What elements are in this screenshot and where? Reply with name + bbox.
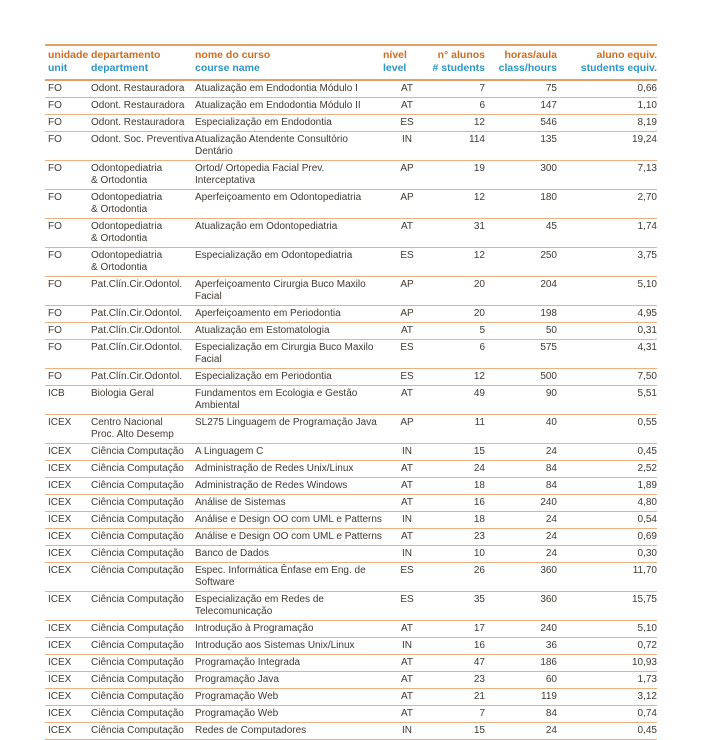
header-horas-aula: horas/aula xyxy=(485,45,557,62)
table-row xyxy=(45,98,657,115)
cell-department: Ciência Computação xyxy=(91,723,195,740)
cell-department: Ciência Computação xyxy=(91,638,195,655)
table-row xyxy=(45,672,657,689)
cell-equiv: 3,75 xyxy=(557,248,657,277)
cell-level: ES xyxy=(383,340,431,369)
cell-hours: 36 xyxy=(485,638,557,655)
table-body xyxy=(45,80,657,740)
cell-level: IN xyxy=(383,444,431,461)
cell-equiv: 0,45 xyxy=(557,723,657,740)
cell-department: Pat.Clín.Cir.Odontol. xyxy=(91,323,195,340)
cell-hours: 204 xyxy=(485,277,557,306)
cell-equiv: 4,31 xyxy=(557,340,657,369)
table-row xyxy=(45,621,657,638)
cell-unit: ICEX xyxy=(45,689,91,706)
table-row xyxy=(45,689,657,706)
table-row xyxy=(45,495,657,512)
cell-hours: 360 xyxy=(485,592,557,621)
table-row xyxy=(45,723,657,740)
cell-level: AT xyxy=(383,98,431,115)
cell-hours: 84 xyxy=(485,706,557,723)
cell-hours: 240 xyxy=(485,495,557,512)
cell-level: IN xyxy=(383,132,431,161)
course-table xyxy=(45,44,657,740)
cell-hours: 24 xyxy=(485,723,557,740)
cell-department: Ciência Computação xyxy=(91,689,195,706)
table-row xyxy=(45,563,657,592)
cell-unit: ICEX xyxy=(45,512,91,529)
cell-students: 16 xyxy=(431,495,485,512)
cell-equiv: 5,10 xyxy=(557,621,657,638)
cell-equiv: 7,13 xyxy=(557,161,657,190)
header-students: # students xyxy=(431,62,485,80)
cell-equiv: 15,75 xyxy=(557,592,657,621)
cell-level: IN xyxy=(383,546,431,563)
cell-course: Especialização em Redes de Telecomunicação xyxy=(195,592,383,621)
cell-course: Programação Java xyxy=(195,672,383,689)
cell-students: 18 xyxy=(431,478,485,495)
cell-unit: ICEX xyxy=(45,706,91,723)
cell-level: AP xyxy=(383,306,431,323)
table-row xyxy=(45,546,657,563)
cell-unit: FO xyxy=(45,80,91,98)
cell-course: SL275 Linguagem de Programação Java xyxy=(195,415,383,444)
cell-equiv: 0,55 xyxy=(557,415,657,444)
cell-equiv: 2,52 xyxy=(557,461,657,478)
cell-level: IN xyxy=(383,512,431,529)
cell-students: 6 xyxy=(431,340,485,369)
cell-course: Administração de Redes Unix/Linux xyxy=(195,461,383,478)
cell-course: Introdução à Programação xyxy=(195,621,383,638)
header-n-alunos: n° alunos xyxy=(431,45,485,62)
cell-department: Ciência Computação xyxy=(91,495,195,512)
cell-course: Ortod/ Ortopedia Facial Prev. Interceptativa xyxy=(195,161,383,190)
cell-equiv: 0,31 xyxy=(557,323,657,340)
table-row xyxy=(45,444,657,461)
cell-equiv: 7,50 xyxy=(557,369,657,386)
cell-unit: FO xyxy=(45,190,91,219)
cell-department: Ciência Computação xyxy=(91,529,195,546)
cell-department: Biologia Geral xyxy=(91,386,195,415)
cell-hours: 500 xyxy=(485,369,557,386)
cell-equiv: 0,54 xyxy=(557,512,657,529)
cell-course: Programação Web xyxy=(195,689,383,706)
table-row xyxy=(45,461,657,478)
cell-level: AT xyxy=(383,529,431,546)
cell-hours: 198 xyxy=(485,306,557,323)
header-departamento: departamento xyxy=(91,45,195,62)
table-row xyxy=(45,655,657,672)
cell-department: Odont. Restauradora xyxy=(91,80,195,98)
cell-level: AT xyxy=(383,323,431,340)
header-row-en xyxy=(45,62,657,80)
cell-unit: FO xyxy=(45,323,91,340)
cell-equiv: 1,74 xyxy=(557,219,657,248)
cell-hours: 186 xyxy=(485,655,557,672)
cell-unit: ICEX xyxy=(45,546,91,563)
table-row xyxy=(45,277,657,306)
cell-course: Banco de Dados xyxy=(195,546,383,563)
cell-course: Análise de Sistemas xyxy=(195,495,383,512)
cell-level: AT xyxy=(383,706,431,723)
cell-unit: FO xyxy=(45,369,91,386)
cell-level: AT xyxy=(383,689,431,706)
header-students-equiv: students equiv. xyxy=(557,62,657,80)
cell-level: IN xyxy=(383,723,431,740)
cell-level: ES xyxy=(383,248,431,277)
table-row xyxy=(45,248,657,277)
cell-students: 12 xyxy=(431,190,485,219)
header-nome-do-curso: nome do curso xyxy=(195,45,383,62)
cell-unit: FO xyxy=(45,161,91,190)
cell-unit: ICB xyxy=(45,386,91,415)
cell-equiv: 0,30 xyxy=(557,546,657,563)
cell-hours: 147 xyxy=(485,98,557,115)
cell-hours: 250 xyxy=(485,248,557,277)
cell-unit: FO xyxy=(45,98,91,115)
cell-department: Ciência Computação xyxy=(91,621,195,638)
table-row xyxy=(45,512,657,529)
cell-department: Ciência Computação xyxy=(91,563,195,592)
cell-equiv: 1,10 xyxy=(557,98,657,115)
cell-department: Ciência Computação xyxy=(91,592,195,621)
cell-course: A Linguagem C xyxy=(195,444,383,461)
cell-department: Ciência Computação xyxy=(91,546,195,563)
cell-unit: ICEX xyxy=(45,672,91,689)
cell-department: Odontopediatria & Ortodontia xyxy=(91,248,195,277)
table-row xyxy=(45,478,657,495)
cell-unit: FO xyxy=(45,248,91,277)
cell-department: Odont. Soc. Preventiva xyxy=(91,132,195,161)
cell-equiv: 5,10 xyxy=(557,277,657,306)
cell-students: 12 xyxy=(431,369,485,386)
cell-course: Análise e Design OO com UML e Patterns xyxy=(195,529,383,546)
table-row xyxy=(45,369,657,386)
cell-department: Odontopediatria & Ortodontia xyxy=(91,161,195,190)
cell-course: Especialização em Cirurgia Buco Maxilo Facial xyxy=(195,340,383,369)
cell-equiv: 0,45 xyxy=(557,444,657,461)
cell-level: AT xyxy=(383,495,431,512)
cell-level: AT xyxy=(383,672,431,689)
table-row xyxy=(45,340,657,369)
cell-hours: 45 xyxy=(485,219,557,248)
cell-students: 12 xyxy=(431,115,485,132)
cell-department: Pat.Clín.Cir.Odontol. xyxy=(91,369,195,386)
cell-department: Pat.Clín.Cir.Odontol. xyxy=(91,306,195,323)
cell-students: 23 xyxy=(431,529,485,546)
cell-unit: ICEX xyxy=(45,529,91,546)
cell-hours: 24 xyxy=(485,512,557,529)
cell-students: 5 xyxy=(431,323,485,340)
cell-department: Ciência Computação xyxy=(91,478,195,495)
cell-level: AT xyxy=(383,219,431,248)
cell-course: Programação Integrada xyxy=(195,655,383,672)
cell-hours: 24 xyxy=(485,444,557,461)
table-header xyxy=(45,45,657,80)
table-row xyxy=(45,638,657,655)
cell-course: Especialização em Endodontia xyxy=(195,115,383,132)
cell-hours: 24 xyxy=(485,529,557,546)
header-unit: unit xyxy=(45,62,91,80)
cell-unit: ICEX xyxy=(45,655,91,672)
cell-hours: 24 xyxy=(485,546,557,563)
table-row xyxy=(45,115,657,132)
cell-department: Ciência Computação xyxy=(91,512,195,529)
cell-students: 21 xyxy=(431,689,485,706)
table-row xyxy=(45,80,657,98)
cell-course: Aperfeiçoamento em Odontopediatria xyxy=(195,190,383,219)
header-aluno-equiv: aluno equiv. xyxy=(557,45,657,62)
cell-unit: ICEX xyxy=(45,621,91,638)
cell-hours: 546 xyxy=(485,115,557,132)
table-row xyxy=(45,706,657,723)
cell-unit: ICEX xyxy=(45,495,91,512)
cell-students: 7 xyxy=(431,80,485,98)
cell-unit: ICEX xyxy=(45,461,91,478)
cell-course: Espec. Informática Ênfase em Eng. de Software xyxy=(195,563,383,592)
table-row xyxy=(45,415,657,444)
cell-students: 12 xyxy=(431,248,485,277)
cell-course: Especialização em Odontopediatria xyxy=(195,248,383,277)
table-row xyxy=(45,323,657,340)
cell-students: 17 xyxy=(431,621,485,638)
cell-level: AT xyxy=(383,461,431,478)
cell-level: ES xyxy=(383,115,431,132)
cell-department: Odontopediatria & Ortodontia xyxy=(91,190,195,219)
cell-hours: 575 xyxy=(485,340,557,369)
cell-equiv: 0,74 xyxy=(557,706,657,723)
cell-course: Atualização em Endodontia Módulo II xyxy=(195,98,383,115)
cell-department: Ciência Computação xyxy=(91,444,195,461)
cell-hours: 300 xyxy=(485,161,557,190)
cell-level: AT xyxy=(383,621,431,638)
table-row xyxy=(45,386,657,415)
cell-equiv: 1,73 xyxy=(557,672,657,689)
cell-unit: FO xyxy=(45,340,91,369)
cell-unit: FO xyxy=(45,132,91,161)
cell-level: AT xyxy=(383,655,431,672)
cell-equiv: 10,93 xyxy=(557,655,657,672)
cell-students: 7 xyxy=(431,706,485,723)
cell-unit: FO xyxy=(45,219,91,248)
cell-students: 16 xyxy=(431,638,485,655)
cell-students: 15 xyxy=(431,444,485,461)
cell-course: Administração de Redes Windows xyxy=(195,478,383,495)
cell-hours: 240 xyxy=(485,621,557,638)
table-row xyxy=(45,161,657,190)
cell-course: Aperfeiçoamento Cirurgia Buco Maxilo Facial xyxy=(195,277,383,306)
cell-department: Ciência Computação xyxy=(91,706,195,723)
cell-students: 24 xyxy=(431,461,485,478)
cell-unit: ICEX xyxy=(45,415,91,444)
cell-level: AT xyxy=(383,478,431,495)
cell-hours: 119 xyxy=(485,689,557,706)
cell-students: 20 xyxy=(431,306,485,323)
cell-department: Ciência Computação xyxy=(91,655,195,672)
cell-hours: 75 xyxy=(485,80,557,98)
table-row xyxy=(45,529,657,546)
cell-equiv: 0,72 xyxy=(557,638,657,655)
header-nivel: nível xyxy=(383,45,431,62)
cell-students: 23 xyxy=(431,672,485,689)
cell-hours: 60 xyxy=(485,672,557,689)
cell-department: Pat.Clín.Cir.Odontol. xyxy=(91,277,195,306)
cell-unit: ICEX xyxy=(45,444,91,461)
cell-level: ES xyxy=(383,563,431,592)
cell-level: ES xyxy=(383,369,431,386)
header-unidade: unidade xyxy=(45,45,91,62)
cell-unit: FO xyxy=(45,115,91,132)
header-department: department xyxy=(91,62,195,80)
cell-students: 49 xyxy=(431,386,485,415)
cell-equiv: 0,66 xyxy=(557,80,657,98)
cell-equiv: 2,70 xyxy=(557,190,657,219)
header-class-hours: class/hours xyxy=(485,62,557,80)
cell-course: Redes de Computadores xyxy=(195,723,383,740)
cell-equiv: 3,12 xyxy=(557,689,657,706)
cell-hours: 180 xyxy=(485,190,557,219)
cell-students: 31 xyxy=(431,219,485,248)
cell-course: Introdução aos Sistemas Unix/Linux xyxy=(195,638,383,655)
cell-students: 20 xyxy=(431,277,485,306)
cell-course: Análise e Design OO com UML e Patterns xyxy=(195,512,383,529)
cell-department: Odont. Restauradora xyxy=(91,115,195,132)
cell-equiv: 1,89 xyxy=(557,478,657,495)
cell-department: Ciência Computação xyxy=(91,672,195,689)
cell-students: 47 xyxy=(431,655,485,672)
cell-equiv: 4,95 xyxy=(557,306,657,323)
cell-equiv: 5,51 xyxy=(557,386,657,415)
cell-level: AT xyxy=(383,80,431,98)
cell-unit: ICEX xyxy=(45,592,91,621)
cell-department: Centro Nacional Proc. Alto Desemp xyxy=(91,415,195,444)
cell-students: 35 xyxy=(431,592,485,621)
cell-level: AP xyxy=(383,161,431,190)
cell-equiv: 19,24 xyxy=(557,132,657,161)
cell-department: Pat.Clín.Cir.Odontol. xyxy=(91,340,195,369)
cell-course: Atualização Atendente Consultório Dentário xyxy=(195,132,383,161)
cell-course: Atualização em Odontopediatria xyxy=(195,219,383,248)
cell-course: Aperfeiçoamento em Periodontia xyxy=(195,306,383,323)
cell-students: 15 xyxy=(431,723,485,740)
cell-hours: 135 xyxy=(485,132,557,161)
cell-level: AP xyxy=(383,277,431,306)
cell-students: 26 xyxy=(431,563,485,592)
cell-students: 18 xyxy=(431,512,485,529)
cell-equiv: 8,19 xyxy=(557,115,657,132)
cell-unit: ICEX xyxy=(45,723,91,740)
cell-course: Atualização em Estomatologia xyxy=(195,323,383,340)
cell-level: AP xyxy=(383,415,431,444)
cell-students: 19 xyxy=(431,161,485,190)
table-row xyxy=(45,190,657,219)
cell-level: IN xyxy=(383,638,431,655)
cell-students: 114 xyxy=(431,132,485,161)
cell-course: Programação Web xyxy=(195,706,383,723)
cell-hours: 360 xyxy=(485,563,557,592)
cell-unit: FO xyxy=(45,306,91,323)
cell-hours: 90 xyxy=(485,386,557,415)
cell-course: Especialização em Periodontia xyxy=(195,369,383,386)
cell-department: Ciência Computação xyxy=(91,461,195,478)
cell-level: AP xyxy=(383,190,431,219)
cell-course: Fundamentos em Ecologia e Gestão Ambiental xyxy=(195,386,383,415)
cell-level: ES xyxy=(383,592,431,621)
cell-hours: 84 xyxy=(485,461,557,478)
header-course-name: course name xyxy=(195,62,383,80)
cell-department: Odontopediatria & Ortodontia xyxy=(91,219,195,248)
cell-hours: 84 xyxy=(485,478,557,495)
cell-students: 11 xyxy=(431,415,485,444)
table-row xyxy=(45,132,657,161)
cell-course: Atualização em Endodontia Módulo I xyxy=(195,80,383,98)
cell-hours: 50 xyxy=(485,323,557,340)
cell-equiv: 0,69 xyxy=(557,529,657,546)
table-row xyxy=(45,592,657,621)
header-level: level xyxy=(383,62,431,80)
cell-unit: ICEX xyxy=(45,478,91,495)
cell-equiv: 4,80 xyxy=(557,495,657,512)
table-row xyxy=(45,219,657,248)
cell-students: 10 xyxy=(431,546,485,563)
cell-department: Odont. Restauradora xyxy=(91,98,195,115)
cell-unit: ICEX xyxy=(45,563,91,592)
cell-students: 6 xyxy=(431,98,485,115)
cell-level: AT xyxy=(383,386,431,415)
cell-unit: FO xyxy=(45,277,91,306)
cell-unit: ICEX xyxy=(45,638,91,655)
cell-hours: 40 xyxy=(485,415,557,444)
cell-equiv: 11,70 xyxy=(557,563,657,592)
header-row-pt xyxy=(45,45,657,62)
table-row xyxy=(45,306,657,323)
